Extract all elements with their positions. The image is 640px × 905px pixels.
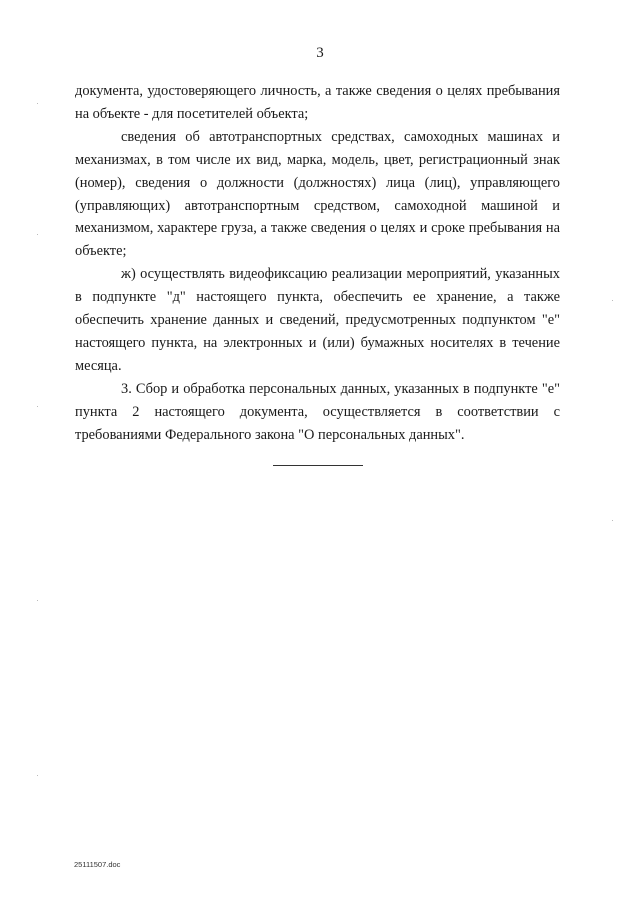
end-separator-line [273,465,363,466]
paragraph-personal-data: 3. Сбор и обработка персональных данных, указанных в подпункте "е" пункта 2 настоящего документа, осуществляется в соответствии с требованиями Федерального закона "О персональных данных". [75,380,560,443]
footer-filename: 25111507.doc [74,860,121,869]
paragraph-video-recording: ж) осуществлять видеофиксацию реализации мероприятий, указанных в подпункте "д" настоящего пункта, обеспечить ее хранение, а также обеспечить хранение данных и сведений, предусмотренных подпунктом "е" настоящего пункта, на электронных и (или) бумажных носителях в течение месяца. [75,266,560,374]
page-number: 3 [316,45,324,61]
paragraph-visitor-documents: документа, удостоверяющего личность, а также сведения о целях пребывания на объекте - для посетителей объекта; [75,83,560,122]
document-body [75,80,560,447]
paragraph-vehicle-info: сведения об автотранспортных средствах, самоходных машинах и механизмах, в том числе их вид, марка, модель, цвет, регистрационный знак (номер), сведения о должности (должностях) лица (лиц), управляющего (управляющих) автотранспортным средством, самоходной машиной и механизмом, характере груза, а также сведения о целях и сроке пребывания на объекте; [75,128,560,260]
